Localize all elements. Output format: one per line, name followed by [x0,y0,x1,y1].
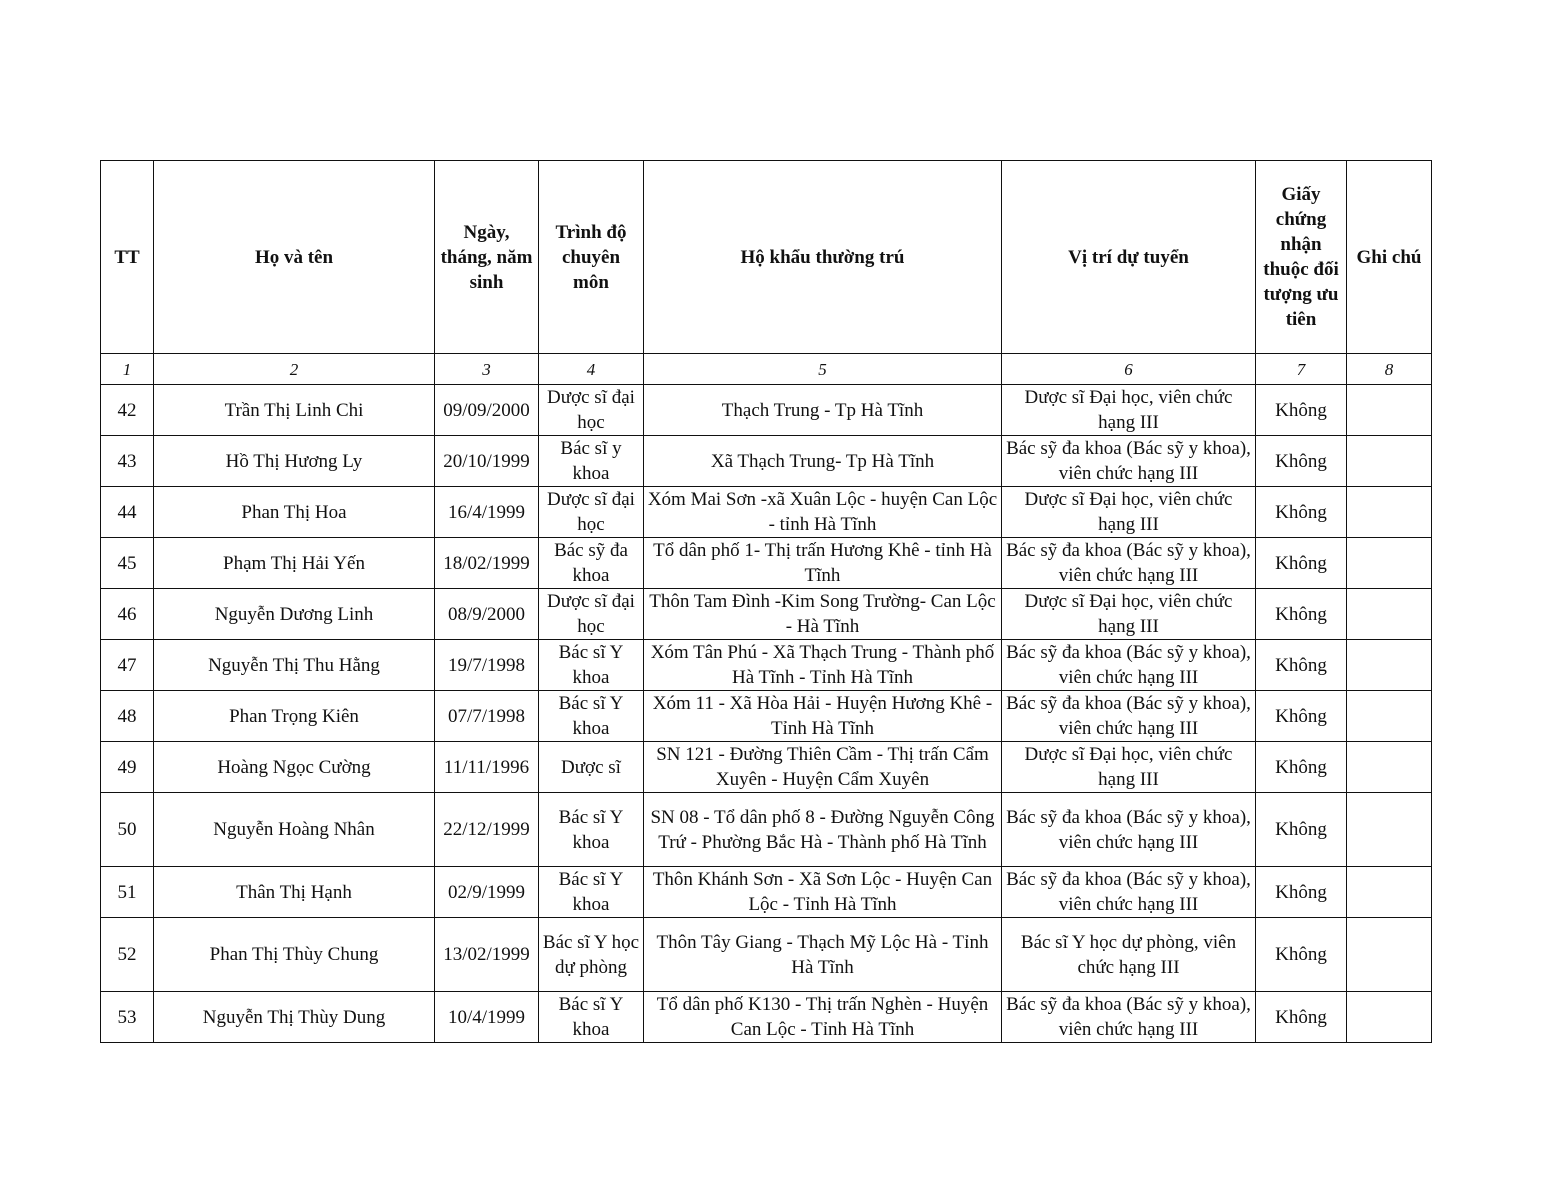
col-number: 1 [101,354,154,385]
cell-note [1347,589,1432,640]
col-number: 4 [539,354,644,385]
cell-level: Bác sĩ Y khoa [539,691,644,742]
cell-name: Nguyễn Thị Thu Hằng [154,640,435,691]
cell-dob: 20/10/1999 [435,436,539,487]
header-name: Họ và tên [154,161,435,354]
cell-name: Phan Trọng Kiên [154,691,435,742]
cell-position: Bác sỹ đa khoa (Bác sỹ y khoa), viên chức hạng III [1002,992,1256,1043]
table-row [101,640,1432,691]
cell-note [1347,918,1432,992]
cell-name: Hồ Thị Hương Ly [154,436,435,487]
cell-level: Dược sĩ đại học [539,589,644,640]
cell-name: Phan Thị Thùy Chung [154,918,435,992]
table-row [101,867,1432,918]
cell-dob: 22/12/1999 [435,793,539,867]
cell-level: Bác sĩ Y khoa [539,992,644,1043]
cell-dob: 16/4/1999 [435,487,539,538]
cell-priority: Không [1256,589,1347,640]
cell-tt: 53 [101,992,154,1043]
cell-tt: 50 [101,793,154,867]
cell-priority: Không [1256,385,1347,436]
cell-address: Thôn Tây Giang - Thạch Mỹ Lộc Hà - Tỉnh Hà Tĩnh [644,918,1002,992]
cell-note [1347,436,1432,487]
candidate-table [100,160,1432,1043]
cell-tt: 42 [101,385,154,436]
cell-position: Bác sỹ đa khoa (Bác sỹ y khoa), viên chức hạng III [1002,793,1256,867]
cell-position: Bác sỹ đa khoa (Bác sỹ y khoa), viên chức hạng III [1002,538,1256,589]
cell-dob: 08/9/2000 [435,589,539,640]
cell-note [1347,487,1432,538]
cell-name: Trần Thị Linh Chi [154,385,435,436]
col-number: 6 [1002,354,1256,385]
cell-level: Bác sĩ Y học dự phòng [539,918,644,992]
cell-note [1347,385,1432,436]
cell-level: Bác sĩ Y khoa [539,867,644,918]
header-priority: Giấy chứng nhận thuộc đối tượng ưu tiên [1256,161,1347,354]
cell-level: Dược sĩ đại học [539,487,644,538]
cell-tt: 43 [101,436,154,487]
cell-tt: 49 [101,742,154,793]
table-row [101,742,1432,793]
cell-address: Thạch Trung - Tp Hà Tĩnh [644,385,1002,436]
table-row [101,436,1432,487]
cell-priority: Không [1256,487,1347,538]
cell-address: Xóm Tân Phú - Xã Thạch Trung - Thành phố Hà Tĩnh - Tỉnh Hà Tĩnh [644,640,1002,691]
cell-name: Thân Thị Hạnh [154,867,435,918]
col-number: 8 [1347,354,1432,385]
cell-level: Dược sĩ [539,742,644,793]
cell-position: Bác sỹ đa khoa (Bác sỹ y khoa), viên chức hạng III [1002,867,1256,918]
cell-dob: 10/4/1999 [435,992,539,1043]
cell-dob: 13/02/1999 [435,918,539,992]
cell-priority: Không [1256,867,1347,918]
cell-note [1347,867,1432,918]
column-number-row [101,354,1432,385]
table-row [101,487,1432,538]
header-row [101,161,1432,354]
cell-level: Bác sĩ Y khoa [539,640,644,691]
cell-tt: 46 [101,589,154,640]
cell-tt: 47 [101,640,154,691]
table-row [101,589,1432,640]
cell-position: Dược sĩ Đại học, viên chức hạng III [1002,487,1256,538]
cell-address: Thôn Tam Đình -Kim Song Trường- Can Lộc - Hà Tĩnh [644,589,1002,640]
table-row [101,918,1432,992]
cell-name: Nguyễn Dương Linh [154,589,435,640]
cell-tt: 44 [101,487,154,538]
cell-note [1347,992,1432,1043]
cell-level: Bác sĩ Y khoa [539,793,644,867]
cell-tt: 51 [101,867,154,918]
cell-priority: Không [1256,793,1347,867]
cell-level: Bác sĩ y khoa [539,436,644,487]
cell-dob: 09/09/2000 [435,385,539,436]
cell-name: Phạm Thị Hải Yến [154,538,435,589]
header-tt: TT [101,161,154,354]
table-row [101,793,1432,867]
cell-tt: 48 [101,691,154,742]
col-number: 5 [644,354,1002,385]
col-number: 3 [435,354,539,385]
cell-priority: Không [1256,691,1347,742]
table-row [101,992,1432,1043]
cell-priority: Không [1256,436,1347,487]
cell-dob: 18/02/1999 [435,538,539,589]
cell-name: Hoàng Ngọc Cường [154,742,435,793]
cell-tt: 45 [101,538,154,589]
cell-dob: 11/11/1996 [435,742,539,793]
cell-position: Bác sĩ Y học dự phòng, viên chức hạng III [1002,918,1256,992]
cell-address: SN 08 - Tổ dân phố 8 - Đường Nguyễn Công Trứ - Phường Bắc Hà - Thành phố Hà Tĩnh [644,793,1002,867]
cell-note [1347,691,1432,742]
cell-priority: Không [1256,992,1347,1043]
header-dob: Ngày, tháng, năm sinh [435,161,539,354]
cell-address: SN 121 - Đường Thiên Cầm - Thị trấn Cẩm Xuyên - Huyện Cẩm Xuyên [644,742,1002,793]
cell-dob: 02/9/1999 [435,867,539,918]
header-note: Ghi chú [1347,161,1432,354]
cell-position: Bác sỹ đa khoa (Bác sỹ y khoa), viên chức hạng III [1002,436,1256,487]
header-level: Trình độ chuyên môn [539,161,644,354]
cell-name: Phan Thị Hoa [154,487,435,538]
cell-note [1347,793,1432,867]
header-position: Vị trí dự tuyển [1002,161,1256,354]
cell-address: Thôn Khánh Sơn - Xã Sơn Lộc - Huyện Can Lộc - Tỉnh Hà Tĩnh [644,867,1002,918]
cell-priority: Không [1256,742,1347,793]
cell-address: Xóm 11 - Xã Hòa Hải - Huyện Hương Khê - Tỉnh Hà Tĩnh [644,691,1002,742]
cell-position: Dược sĩ Đại học, viên chức hạng III [1002,589,1256,640]
cell-position: Dược sĩ Đại học, viên chức hạng III [1002,385,1256,436]
cell-address: Xã Thạch Trung- Tp Hà Tĩnh [644,436,1002,487]
header-address: Hộ khẩu thường trú [644,161,1002,354]
cell-name: Nguyễn Hoàng Nhân [154,793,435,867]
cell-dob: 07/7/1998 [435,691,539,742]
table-row [101,538,1432,589]
cell-priority: Không [1256,538,1347,589]
cell-position: Bác sỹ đa khoa (Bác sỹ y khoa), viên chức hạng III [1002,691,1256,742]
cell-position: Dược sĩ Đại học, viên chức hạng III [1002,742,1256,793]
cell-dob: 19/7/1998 [435,640,539,691]
col-number: 2 [154,354,435,385]
cell-level: Dược sĩ đại học [539,385,644,436]
cell-note [1347,742,1432,793]
cell-name: Nguyễn Thị Thùy Dung [154,992,435,1043]
cell-level: Bác sỹ đa khoa [539,538,644,589]
table-row [101,691,1432,742]
cell-position: Bác sỹ đa khoa (Bác sỹ y khoa), viên chức hạng III [1002,640,1256,691]
table-row [101,385,1432,436]
cell-address: Xóm Mai Sơn -xã Xuân Lộc - huyện Can Lộc - tỉnh Hà Tĩnh [644,487,1002,538]
col-number: 7 [1256,354,1347,385]
cell-priority: Không [1256,640,1347,691]
cell-address: Tổ dân phố K130 - Thị trấn Nghèn - Huyện Can Lộc - Tỉnh Hà Tĩnh [644,992,1002,1043]
cell-priority: Không [1256,918,1347,992]
cell-note [1347,538,1432,589]
cell-address: Tổ dân phố 1- Thị trấn Hương Khê - tỉnh Hà Tĩnh [644,538,1002,589]
cell-tt: 52 [101,918,154,992]
cell-note [1347,640,1432,691]
